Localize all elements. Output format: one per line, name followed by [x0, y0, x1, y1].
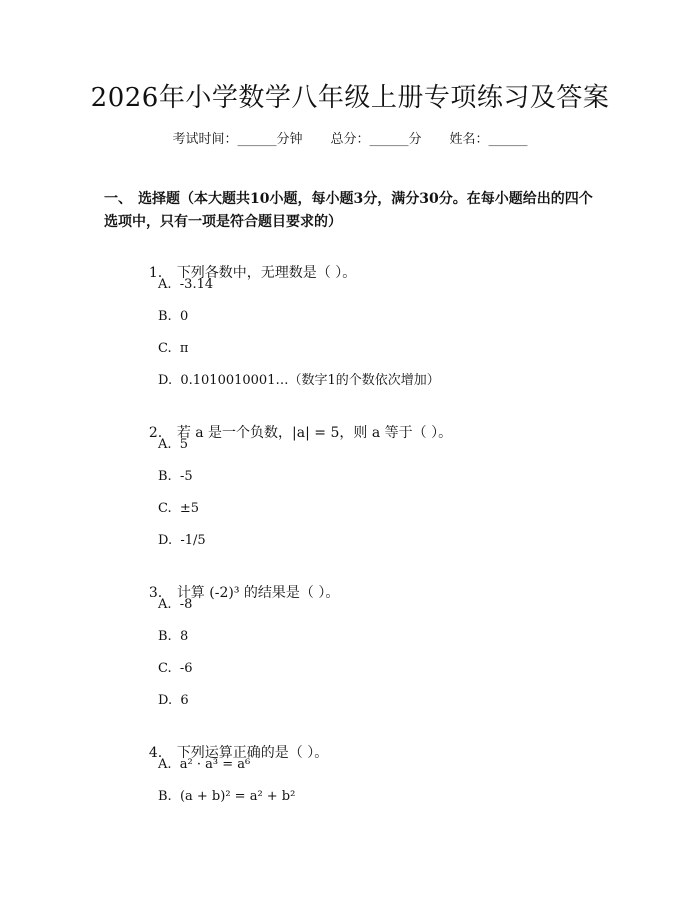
page-title: 2026年小学数学八年级上册专项练习及答案 [90, 83, 610, 113]
question-3-option-b: B. 8 [158, 629, 189, 644]
question-4-option-b: B. (a + b)² = a² + b² [158, 789, 296, 804]
question-3-option-d: D. 6 [158, 693, 189, 708]
question-text: 下列运算正确的是（ ）。 [176, 745, 329, 761]
question-1-option-b: B. 0 [158, 309, 189, 324]
question-3-option-c: C. -6 [158, 661, 193, 676]
exam-time: 考试时间：______分钟 [172, 132, 303, 147]
question-number: 2. [148, 425, 163, 441]
question-2-option-c: C. ±5 [158, 501, 200, 516]
question-1-option-d: D. 0.1010010001…（数字1的个数依次增加） [158, 373, 440, 388]
question-number: 3. [148, 585, 163, 601]
question-1-option-a: A. -3.14 [158, 277, 214, 292]
question-text: 若 a 是一个负数，|a| = 5，则 a 等于（ ）。 [176, 425, 453, 441]
section-number: 一、 [104, 191, 132, 207]
question-4-option-a: A. a² · a³ = a⁶ [158, 757, 251, 772]
question-text: 下列各数中，无理数是（ ）。 [176, 265, 357, 281]
exam-score: 总分：______分 [330, 132, 422, 147]
question-number: 1. [148, 265, 163, 281]
exam-meta [0, 128, 700, 152]
question-2-option-a: A. 5 [158, 437, 189, 452]
question-1-option-c: C. π [158, 341, 189, 356]
question-3-option-a: A. -8 [158, 597, 193, 612]
question-text: 计算 (-2)³ 的结果是（ ）。 [176, 585, 340, 601]
question-2-option-d: D. -1/5 [158, 533, 206, 548]
question-2-option-b: B. -5 [158, 469, 193, 484]
section-text: 选择题（本大题共10小题，每小题3分，满分30分。在每小题给出的四个选项中，只有一项是符合题目要求的） [104, 191, 593, 230]
exam-name: 姓名：______ [449, 132, 528, 147]
question-number: 4. [148, 745, 163, 761]
section-heading [104, 188, 604, 234]
